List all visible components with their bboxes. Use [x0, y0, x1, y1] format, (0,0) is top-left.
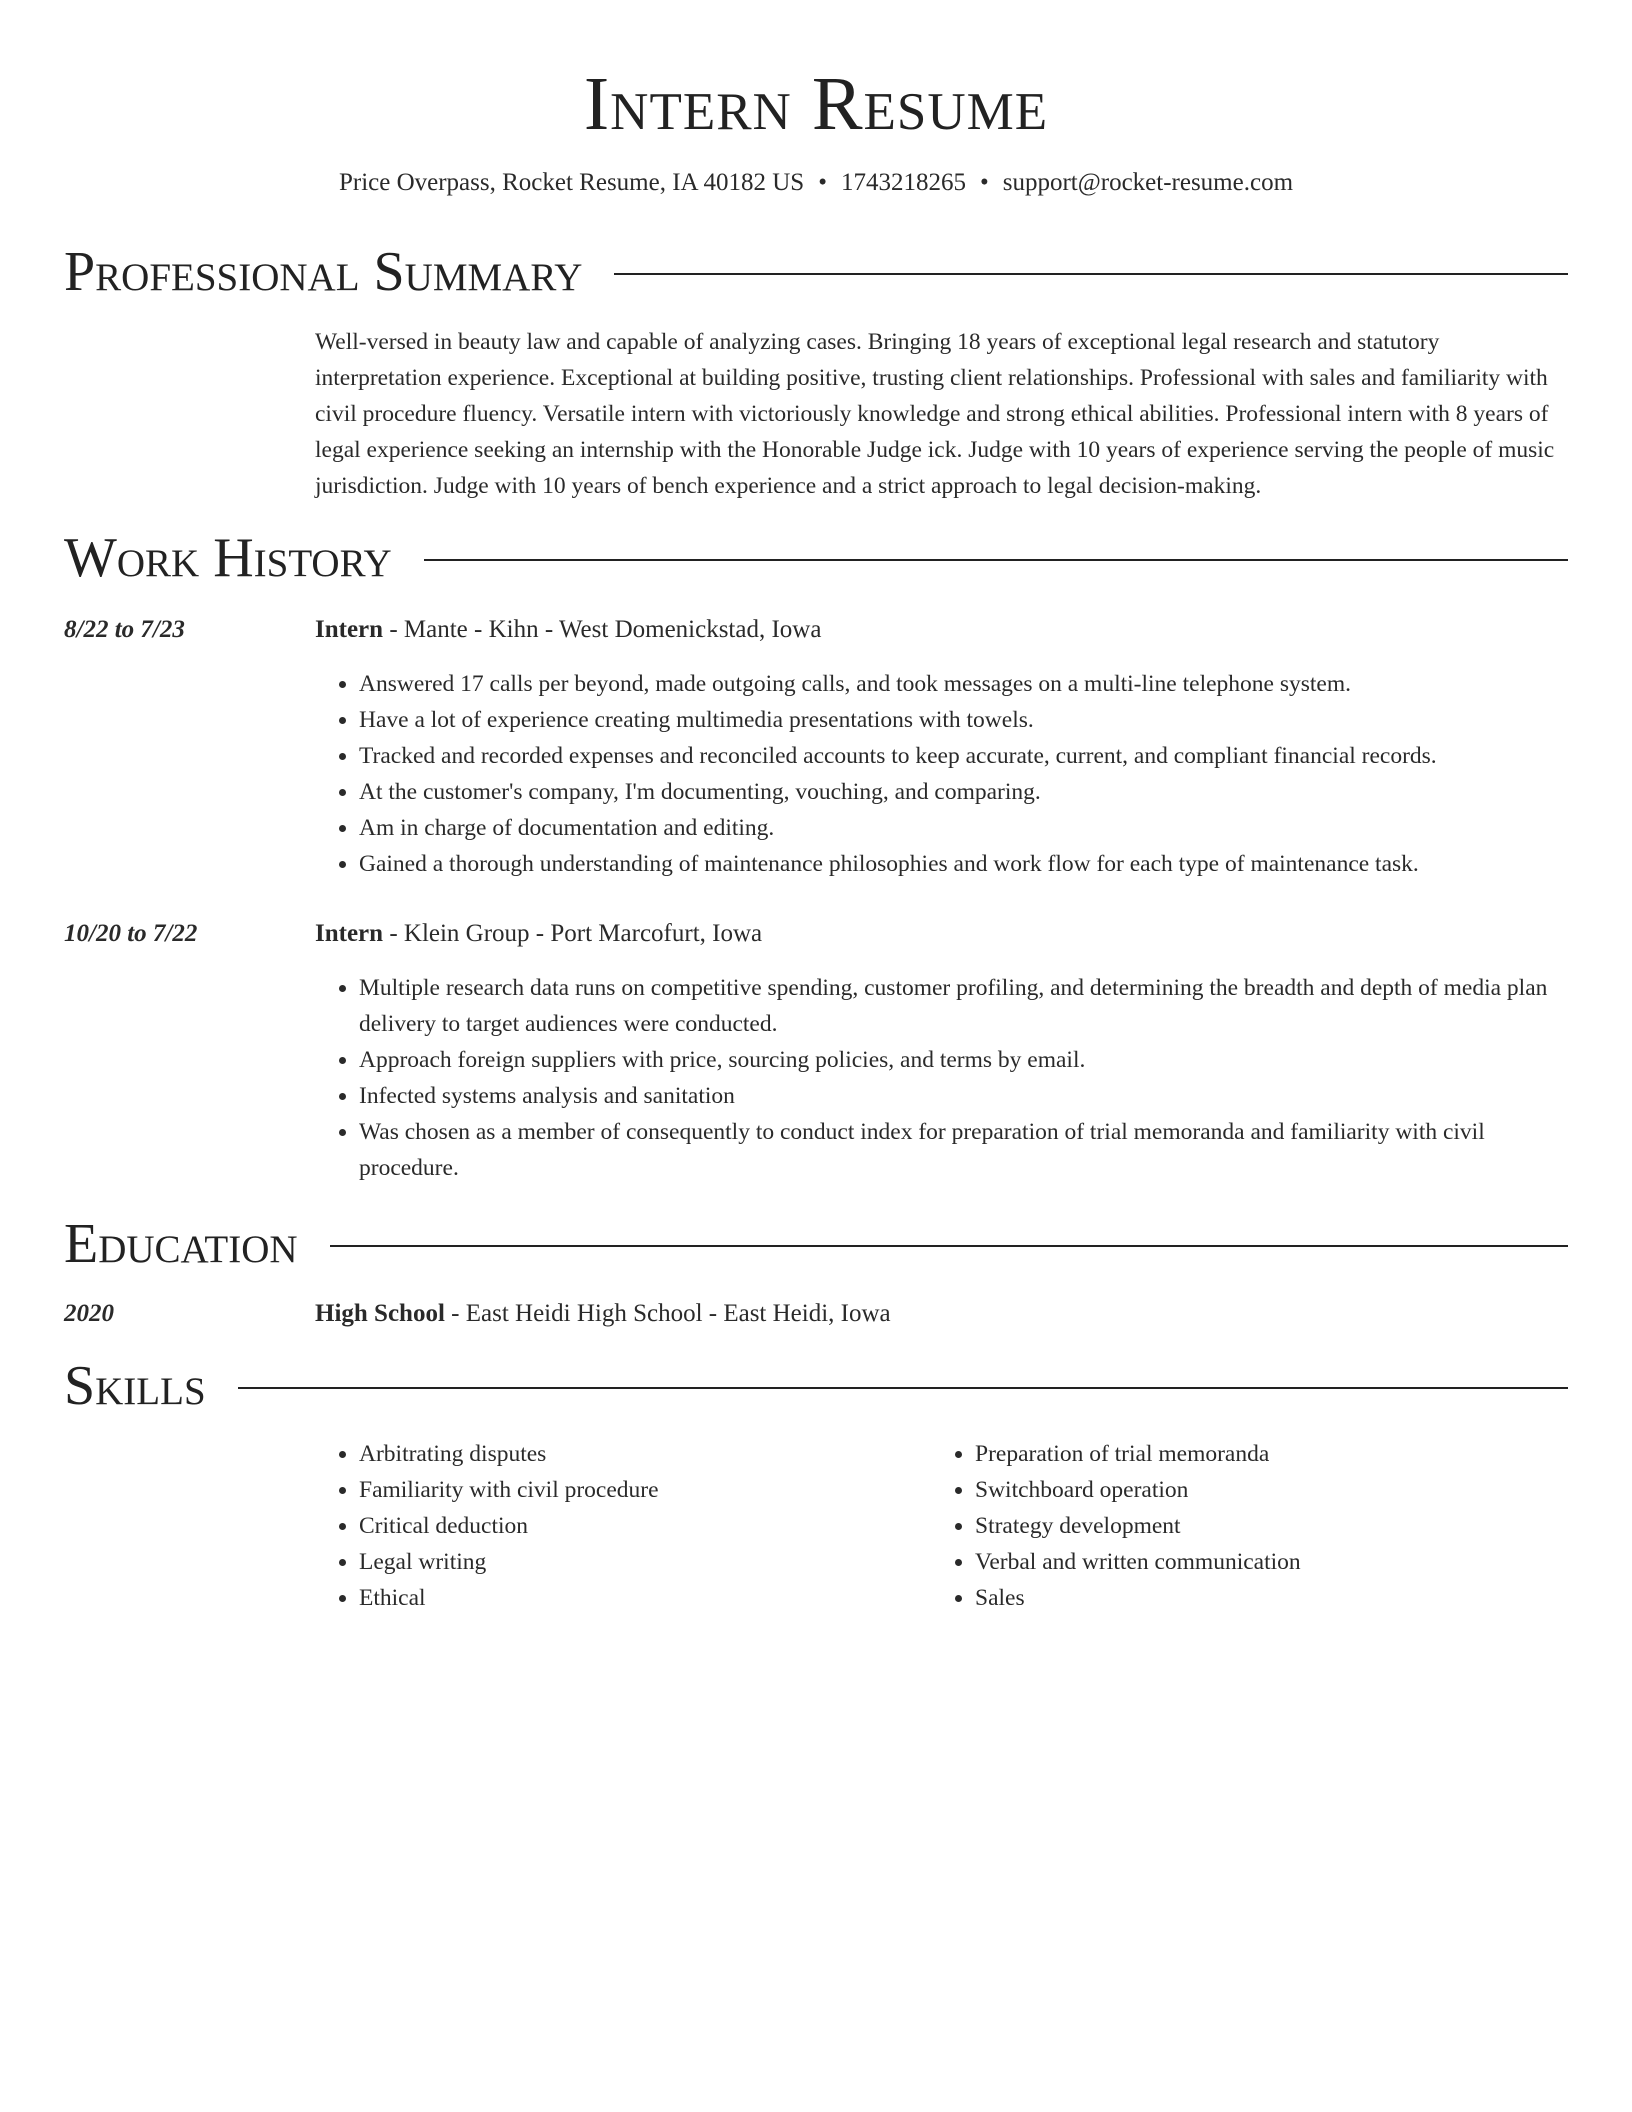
skill-item: • Strategy development — [975, 1508, 1547, 1544]
skill-item: • Ethical — [359, 1580, 931, 1616]
work-details: - Klein Group - Port Marcofurt, Iowa — [383, 920, 763, 947]
section-title-work: Work History — [64, 527, 392, 589]
skill-item: • Switchboard operation — [975, 1472, 1547, 1508]
work-role: Intern — [315, 920, 384, 947]
work-dates: 8/22 to 7/23 — [64, 616, 185, 643]
education-title-line — [315, 1296, 1568, 1332]
section-title-skills: Skills — [64, 1355, 206, 1417]
skill-item: • Legal writing — [359, 1544, 931, 1580]
work-body — [315, 916, 1568, 1186]
section-divider — [614, 273, 1568, 275]
education-details: - East Heidi High School - East Heidi, Iowa — [444, 1300, 891, 1327]
list-item: • Approach foreign suppliers with price, sourcing policies, and terms by email. — [359, 1042, 1568, 1078]
work-dates: 10/20 to 7/22 — [64, 920, 198, 947]
section-header-work — [64, 526, 1568, 590]
education-degree: High School — [315, 1300, 445, 1327]
skill-item: • Arbitrating disputes — [359, 1436, 931, 1472]
summary-text: Well-versed in beauty law and capable of analyzing cases. Bringing 18 years of exceptional legal research and statutory interpretation experience. Exceptional at building positive, trusting client relationships. Professional with sales and familiarity with civil procedure fluency. Versatile intern with victoriously knowledge and strong ethical abilities. Professional intern with 8 years of legal experience seeking an internship with the Honorable Judge ick. Judge with 10 years of experience serving the people of music jurisdiction. Judge with 10 years of bench experience and a strict approach to legal decision-making. — [315, 329, 1555, 499]
education-entry — [64, 1296, 1568, 1332]
list-item: • Infected systems analysis and sanitation — [359, 1078, 1568, 1114]
skills-list-left — [315, 1436, 931, 1616]
contact-separator: • — [818, 169, 827, 196]
list-item: • Answered 17 calls per beyond, made outgoing calls, and took messages on a multi-line telephone system. — [359, 666, 1568, 702]
list-item: • Multiple research data runs on competitive spending, customer profiling, and determining the breadth and depth of media plan delivery to target audiences were conducted. — [359, 970, 1568, 1042]
section-divider — [238, 1387, 1568, 1389]
list-item: • At the customer's company, I'm documenting, vouching, and comparing. — [359, 774, 1568, 810]
skill-item: • Preparation of trial memoranda — [975, 1436, 1547, 1472]
work-body — [315, 612, 1568, 882]
work-role: Intern — [315, 616, 384, 643]
skill-item: • Verbal and written communication — [975, 1544, 1547, 1580]
skills-columns — [315, 1436, 1568, 1616]
work-title-line — [315, 612, 1568, 648]
list-item: • Am in charge of documentation and editing. — [359, 810, 1568, 846]
section-divider — [330, 1245, 1568, 1247]
section-header-education — [64, 1212, 1568, 1276]
section-title-summary: Professional Summary — [64, 241, 583, 303]
skill-item: • Sales — [975, 1580, 1547, 1616]
list-item: • Tracked and recorded expenses and reconciled accounts to keep accurate, current, and compliant financial records. — [359, 738, 1568, 774]
education-year: 2020 — [64, 1300, 114, 1327]
contact-line — [64, 166, 1568, 200]
work-details: - Mante - Kihn - West Domenickstad, Iowa — [383, 616, 822, 643]
section-title-education: Education — [64, 1213, 298, 1275]
skills-list-right — [931, 1436, 1547, 1616]
work-entry — [64, 916, 1568, 1186]
work-bullets — [315, 970, 1568, 1186]
work-bullets — [315, 666, 1568, 882]
skill-item: • Familiarity with civil procedure — [359, 1472, 931, 1508]
list-item: • Have a lot of experience creating multimedia presentations with towels. — [359, 702, 1568, 738]
list-item: • Was chosen as a member of consequently to conduct index for preparation of trial memoranda and familiarity with civil procedure. — [359, 1114, 1568, 1186]
resume-page — [64, 0, 1568, 1616]
contact-address: Price Overpass, Rocket Resume, IA 40182 US — [338, 169, 805, 196]
list-item: • Gained a thorough understanding of maintenance philosophies and work flow for each type of maintenance task. — [359, 846, 1568, 882]
page-title: Intern Resume — [583, 62, 1049, 146]
section-header-summary — [64, 240, 1568, 304]
section-divider — [424, 559, 1568, 561]
work-title-line — [315, 916, 1568, 952]
section-header-skills — [64, 1354, 1568, 1418]
work-entry — [64, 612, 1568, 882]
skill-item: • Critical deduction — [359, 1508, 931, 1544]
education-body — [315, 1296, 1568, 1332]
contact-separator: • — [979, 169, 989, 196]
contact-phone: 1743218265 — [840, 169, 966, 196]
contact-email: support@rocket-resume.com — [1002, 169, 1294, 196]
